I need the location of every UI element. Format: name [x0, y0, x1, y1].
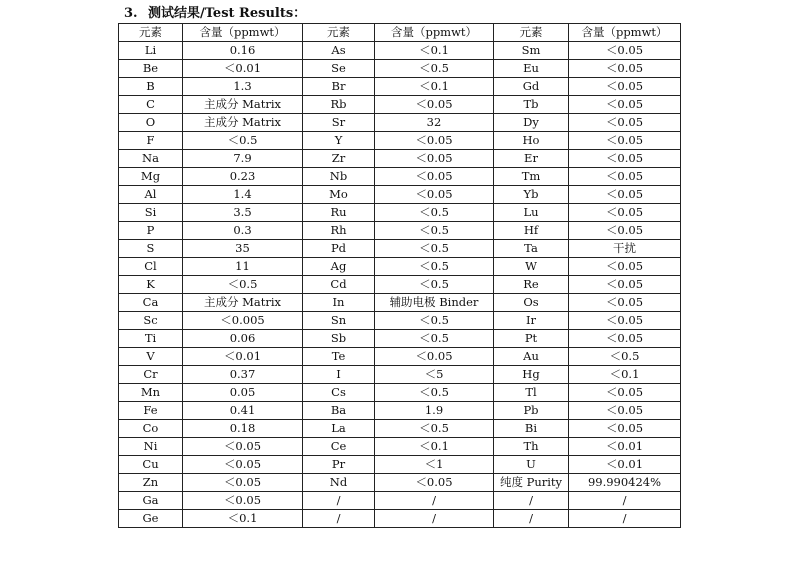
cell-element-1: Na [119, 150, 183, 168]
cell-element-1: V [119, 348, 183, 366]
cell-element-2: Ce [303, 438, 375, 456]
cell-element-1: C [119, 96, 183, 114]
cell-content-2: ＜0.1 [375, 42, 494, 60]
table-row [119, 114, 681, 132]
header-content-3: 含量（ppmwt） [569, 24, 681, 42]
cell-content-2: ＜0.5 [375, 240, 494, 258]
cell-content-2: ＜0.05 [375, 132, 494, 150]
table-row [119, 420, 681, 438]
cell-element-2: Zr [303, 150, 375, 168]
cell-content-2: ＜0.5 [375, 60, 494, 78]
cell-element-3: Ta [494, 240, 569, 258]
cell-element-1: Sc [119, 312, 183, 330]
cell-content-1: ＜0.05 [183, 438, 303, 456]
cell-element-2: Y [303, 132, 375, 150]
cell-content-2: 1.9 [375, 402, 494, 420]
table-row [119, 96, 681, 114]
table-row [119, 150, 681, 168]
cell-element-1: Cl [119, 258, 183, 276]
cell-element-2: Te [303, 348, 375, 366]
cell-content-3: ＜0.05 [569, 78, 681, 96]
cell-element-1: Ge [119, 510, 183, 528]
cell-element-2: Pr [303, 456, 375, 474]
cell-element-3: Ho [494, 132, 569, 150]
cell-content-3: ＜0.05 [569, 222, 681, 240]
cell-content-3: ＜0.05 [569, 42, 681, 60]
cell-content-1: 35 [183, 240, 303, 258]
cell-element-2: Sn [303, 312, 375, 330]
table-row [119, 204, 681, 222]
cell-content-2: 辅助电极 Binder [375, 294, 494, 312]
cell-element-1: Cu [119, 456, 183, 474]
cell-element-1: B [119, 78, 183, 96]
cell-content-3: ＜0.1 [569, 366, 681, 384]
cell-element-2: Cd [303, 276, 375, 294]
cell-content-1: 1.3 [183, 78, 303, 96]
cell-content-2: ＜0.05 [375, 168, 494, 186]
table-row [119, 42, 681, 60]
cell-content-2: / [375, 510, 494, 528]
cell-content-2: ＜0.5 [375, 384, 494, 402]
cell-content-1: ＜0.01 [183, 348, 303, 366]
cell-element-1: Cr [119, 366, 183, 384]
cell-element-3: Th [494, 438, 569, 456]
table-row [119, 222, 681, 240]
cell-element-1: Fe [119, 402, 183, 420]
cell-content-1: 0.05 [183, 384, 303, 402]
cell-element-2: As [303, 42, 375, 60]
cell-content-2: ＜0.1 [375, 438, 494, 456]
cell-element-3: Hf [494, 222, 569, 240]
cell-element-1: Co [119, 420, 183, 438]
cell-content-3: ＜0.05 [569, 186, 681, 204]
header-element-3: 元素 [494, 24, 569, 42]
cell-element-1: P [119, 222, 183, 240]
cell-element-3: Sm [494, 42, 569, 60]
cell-element-2: Ag [303, 258, 375, 276]
cell-content-1: 0.16 [183, 42, 303, 60]
cell-element-1: Mg [119, 168, 183, 186]
cell-content-3: ＜0.05 [569, 330, 681, 348]
cell-element-3: Tl [494, 384, 569, 402]
cell-content-1: 主成分 Matrix [183, 114, 303, 132]
table-row [119, 294, 681, 312]
test-results-table [118, 23, 681, 528]
cell-element-2: I [303, 366, 375, 384]
cell-element-3: Os [494, 294, 569, 312]
cell-content-1: 主成分 Matrix [183, 294, 303, 312]
cell-element-2: Nb [303, 168, 375, 186]
cell-content-2: ＜0.05 [375, 96, 494, 114]
cell-element-3: Re [494, 276, 569, 294]
table-row [119, 492, 681, 510]
cell-content-3: ＜0.05 [569, 150, 681, 168]
cell-content-2: ＜0.5 [375, 222, 494, 240]
results-body [119, 42, 681, 528]
cell-content-1: ＜0.05 [183, 456, 303, 474]
table-row [119, 456, 681, 474]
cell-element-2: Cs [303, 384, 375, 402]
cell-element-2: Se [303, 60, 375, 78]
cell-content-1: ＜0.05 [183, 474, 303, 492]
table-row [119, 168, 681, 186]
cell-element-1: F [119, 132, 183, 150]
table-row [119, 366, 681, 384]
cell-content-2: ＜0.05 [375, 474, 494, 492]
cell-element-2: Ba [303, 402, 375, 420]
table-row [119, 402, 681, 420]
cell-content-2: ＜0.1 [375, 78, 494, 96]
header-row [119, 24, 681, 42]
cell-content-3: ＜0.5 [569, 348, 681, 366]
cell-content-1: ＜0.5 [183, 276, 303, 294]
cell-content-1: 1.4 [183, 186, 303, 204]
table-row [119, 240, 681, 258]
cell-element-2: / [303, 492, 375, 510]
cell-content-1: 0.41 [183, 402, 303, 420]
cell-content-2: ＜5 [375, 366, 494, 384]
cell-content-2: ＜0.5 [375, 330, 494, 348]
cell-element-3: Ir [494, 312, 569, 330]
cell-content-2: / [375, 492, 494, 510]
cell-content-1: 0.37 [183, 366, 303, 384]
cell-element-2: Rb [303, 96, 375, 114]
cell-content-1: ＜0.01 [183, 60, 303, 78]
cell-content-3: 干扰 [569, 240, 681, 258]
cell-content-1: ＜0.005 [183, 312, 303, 330]
cell-element-1: Mn [119, 384, 183, 402]
cell-content-3: ＜0.05 [569, 60, 681, 78]
cell-element-3: Er [494, 150, 569, 168]
cell-element-1: Si [119, 204, 183, 222]
cell-content-2: 32 [375, 114, 494, 132]
cell-element-2: Nd [303, 474, 375, 492]
cell-content-1: 0.3 [183, 222, 303, 240]
cell-element-3: / [494, 492, 569, 510]
cell-element-1: Ga [119, 492, 183, 510]
cell-element-3: / [494, 510, 569, 528]
cell-element-3: Tb [494, 96, 569, 114]
table-row [119, 348, 681, 366]
cell-content-2: ＜1 [375, 456, 494, 474]
cell-content-3: / [569, 492, 681, 510]
cell-element-1: Zn [119, 474, 183, 492]
cell-content-3: ＜0.05 [569, 132, 681, 150]
cell-content-3: ＜0.05 [569, 312, 681, 330]
cell-element-3: Hg [494, 366, 569, 384]
cell-content-1: ＜0.1 [183, 510, 303, 528]
cell-element-3: Yb [494, 186, 569, 204]
table-row [119, 384, 681, 402]
cell-element-3: Lu [494, 204, 569, 222]
cell-content-3: ＜0.05 [569, 204, 681, 222]
table-row [119, 438, 681, 456]
cell-element-3: Pt [494, 330, 569, 348]
cell-content-3: ＜0.05 [569, 384, 681, 402]
cell-element-3: Tm [494, 168, 569, 186]
cell-content-3: ＜0.01 [569, 438, 681, 456]
cell-content-3: ＜0.05 [569, 258, 681, 276]
cell-content-2: ＜0.5 [375, 312, 494, 330]
table-row [119, 60, 681, 78]
cell-content-3: ＜0.05 [569, 114, 681, 132]
table-row [119, 330, 681, 348]
cell-content-2: ＜0.5 [375, 258, 494, 276]
section-title: 测试结果/Test Results： [148, 6, 307, 21]
cell-element-1: Be [119, 60, 183, 78]
cell-element-3: 纯度 Purity [494, 474, 569, 492]
cell-content-3: ＜0.01 [569, 456, 681, 474]
cell-element-3: Dy [494, 114, 569, 132]
cell-content-1: 0.23 [183, 168, 303, 186]
cell-element-2: / [303, 510, 375, 528]
table-row [119, 510, 681, 528]
cell-content-2: ＜0.05 [375, 150, 494, 168]
cell-content-3: / [569, 510, 681, 528]
cell-element-2: Rh [303, 222, 375, 240]
cell-element-2: La [303, 420, 375, 438]
cell-content-2: ＜0.05 [375, 348, 494, 366]
cell-element-2: Sr [303, 114, 375, 132]
cell-content-3: ＜0.05 [569, 96, 681, 114]
cell-element-1: Ca [119, 294, 183, 312]
cell-content-1: ＜0.05 [183, 492, 303, 510]
section-heading [124, 2, 306, 21]
cell-content-1: 0.06 [183, 330, 303, 348]
cell-content-3: 99.990424% [569, 474, 681, 492]
cell-element-1: Ni [119, 438, 183, 456]
table-row [119, 186, 681, 204]
cell-content-1: 主成分 Matrix [183, 96, 303, 114]
cell-element-3: U [494, 456, 569, 474]
table-row [119, 276, 681, 294]
cell-content-1: 7.9 [183, 150, 303, 168]
cell-content-3: ＜0.05 [569, 420, 681, 438]
cell-content-3: ＜0.05 [569, 276, 681, 294]
cell-content-1: ＜0.5 [183, 132, 303, 150]
cell-content-1: 11 [183, 258, 303, 276]
cell-content-2: ＜0.5 [375, 204, 494, 222]
table-row [119, 258, 681, 276]
cell-content-2: ＜0.5 [375, 420, 494, 438]
cell-element-2: Sb [303, 330, 375, 348]
header-element-1: 元素 [119, 24, 183, 42]
cell-element-2: Pd [303, 240, 375, 258]
cell-element-2: Ru [303, 204, 375, 222]
cell-content-2: ＜0.05 [375, 186, 494, 204]
cell-element-3: Au [494, 348, 569, 366]
cell-element-1: Al [119, 186, 183, 204]
header-content-1: 含量（ppmwt） [183, 24, 303, 42]
table-row [119, 78, 681, 96]
cell-element-2: In [303, 294, 375, 312]
cell-content-1: 3.5 [183, 204, 303, 222]
header-content-2: 含量（ppmwt） [375, 24, 494, 42]
cell-element-3: Eu [494, 60, 569, 78]
cell-content-3: ＜0.05 [569, 168, 681, 186]
cell-element-2: Mo [303, 186, 375, 204]
section-number: 3. [124, 6, 138, 21]
table-row [119, 312, 681, 330]
cell-element-3: W [494, 258, 569, 276]
table-row [119, 474, 681, 492]
cell-content-3: ＜0.05 [569, 402, 681, 420]
cell-element-3: Gd [494, 78, 569, 96]
header-element-2: 元素 [303, 24, 375, 42]
cell-element-1: K [119, 276, 183, 294]
cell-element-1: S [119, 240, 183, 258]
cell-content-2: ＜0.5 [375, 276, 494, 294]
cell-element-2: Br [303, 78, 375, 96]
cell-content-3: ＜0.05 [569, 294, 681, 312]
cell-element-1: Ti [119, 330, 183, 348]
table-row [119, 132, 681, 150]
cell-element-3: Bi [494, 420, 569, 438]
cell-element-3: Pb [494, 402, 569, 420]
cell-content-1: 0.18 [183, 420, 303, 438]
cell-element-1: Li [119, 42, 183, 60]
cell-element-1: O [119, 114, 183, 132]
